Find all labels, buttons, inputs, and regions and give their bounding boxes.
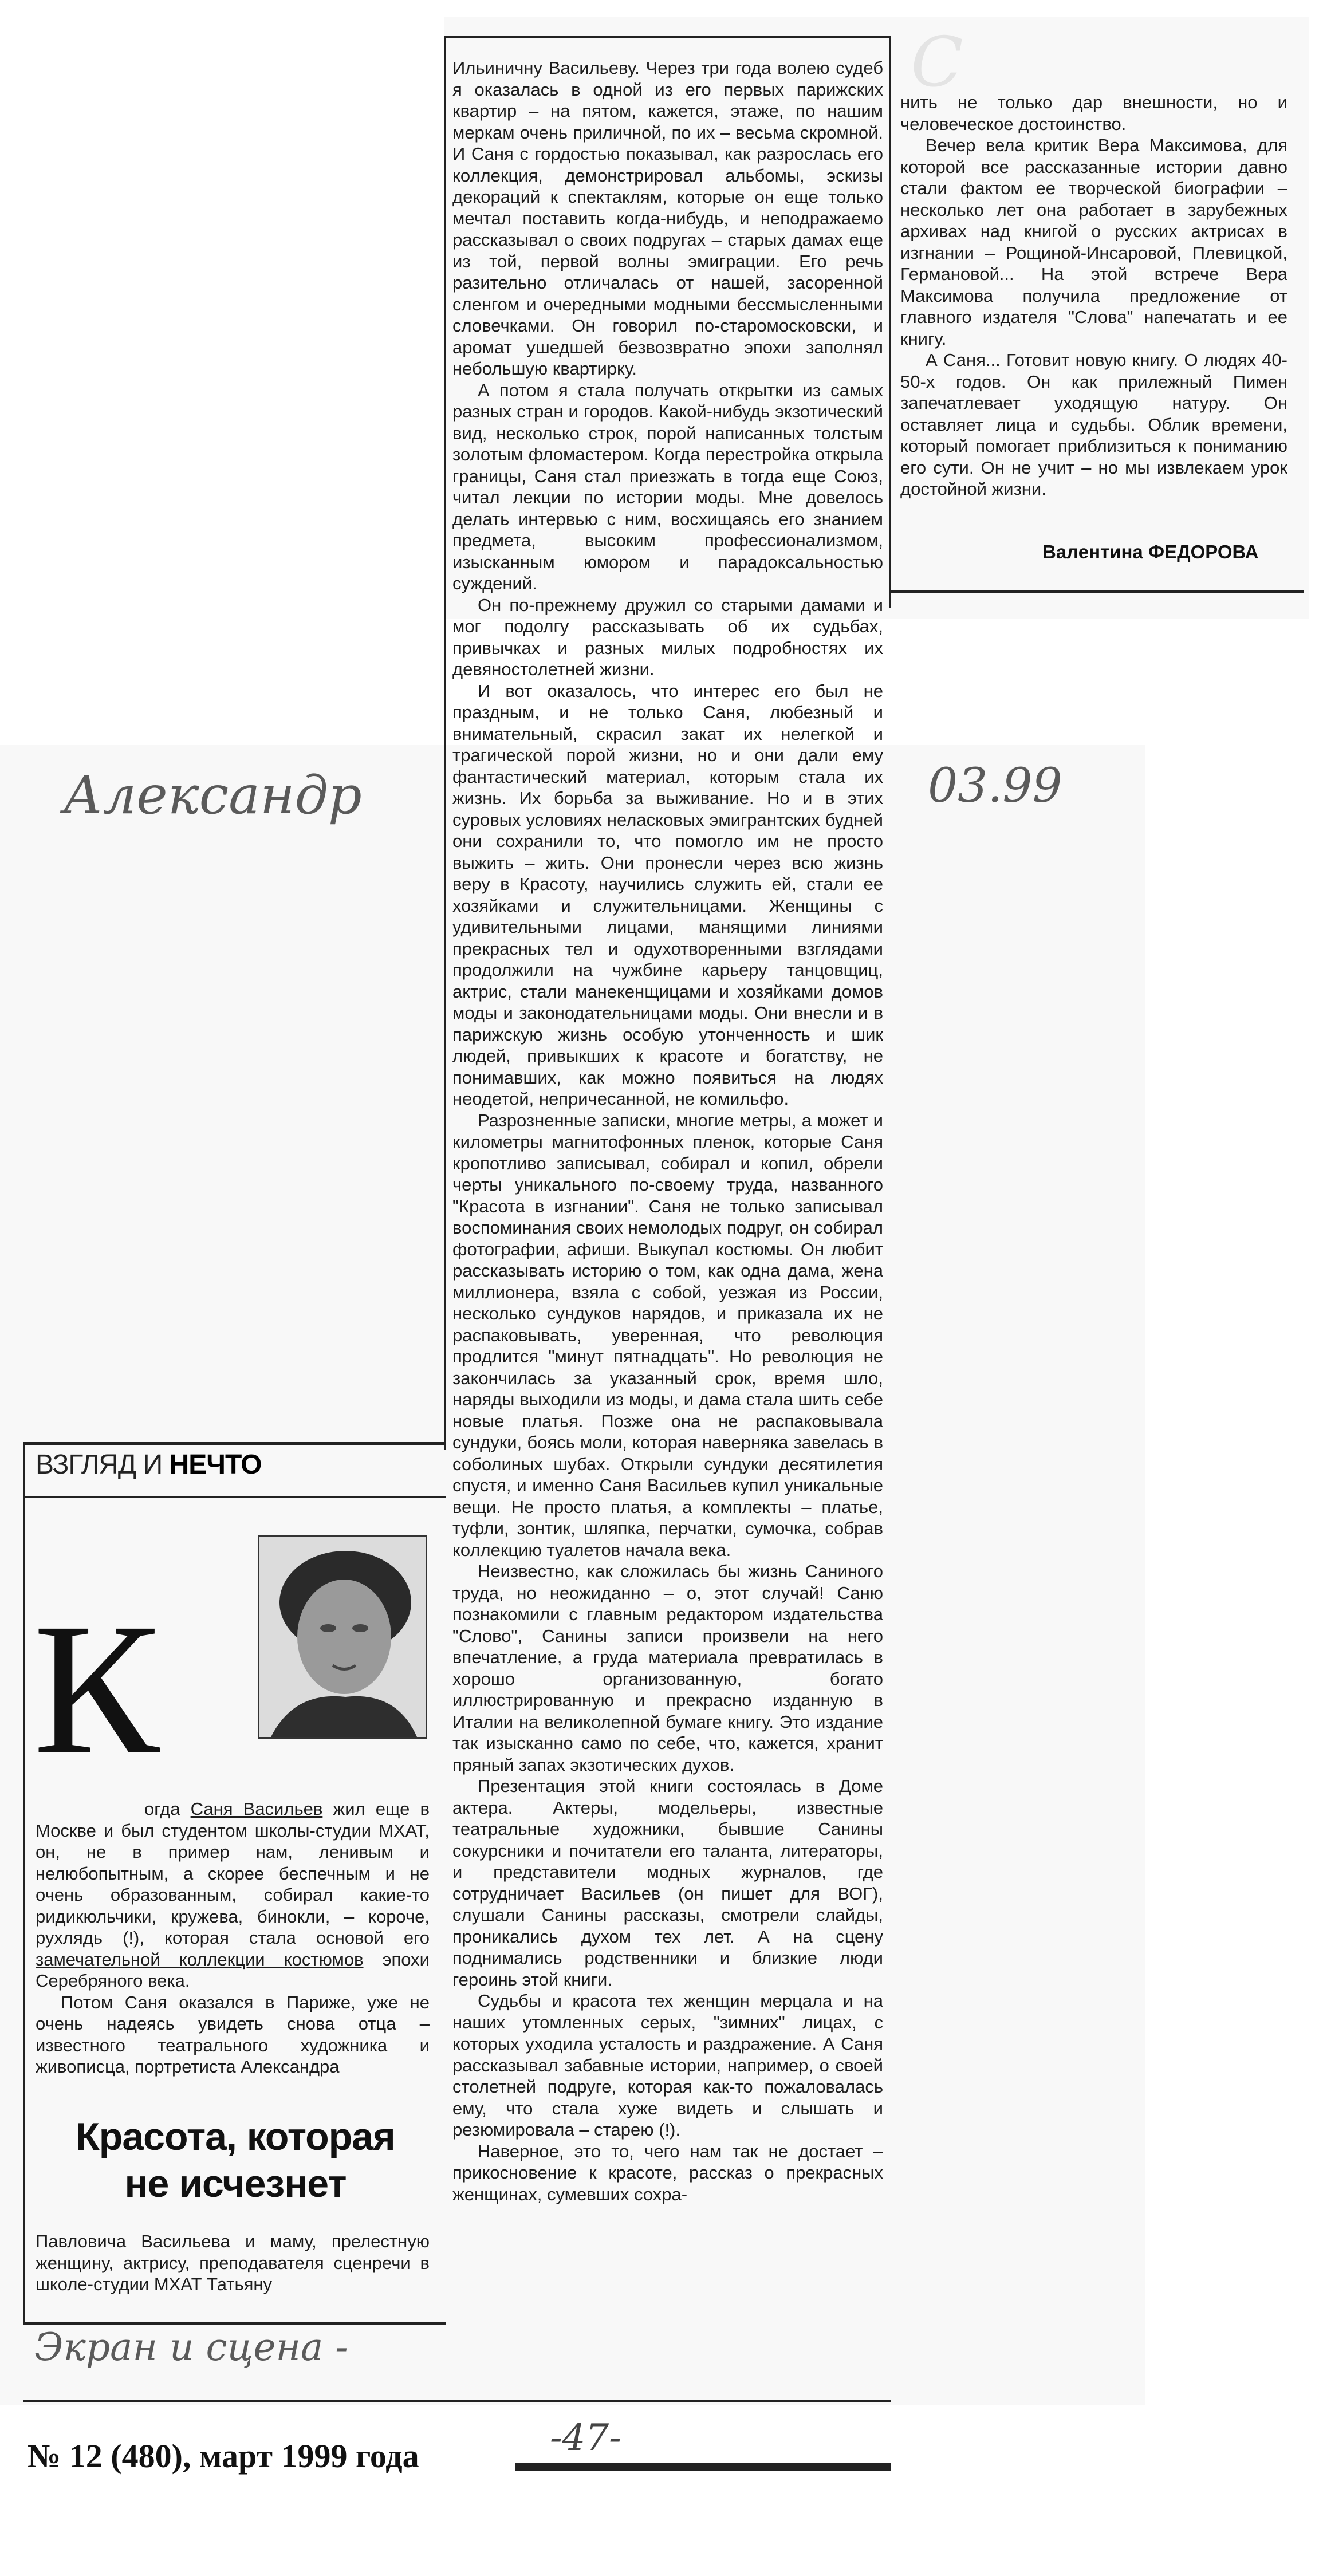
- right-paragraph-3: А Саня... Готовит новую книгу. О людях 40-50-х годов. Он как прилежный Пимен запечатлевает уходящую натуру. Он оставляет лица и судьбы. Облик времени, который помогает приблизиться к пониманию его сути. Он не учит – но мы извлекаем урок достойной жизни.: [900, 350, 1287, 499]
- handwritten-page-number: -47-: [550, 2417, 621, 2459]
- drop-cap: К: [33, 1585, 160, 1794]
- intro-post: эпохи Серебряного века.: [36, 1949, 430, 1991]
- article-title-line-2: не исчезнет: [124, 2162, 347, 2205]
- handwritten-name: Александр: [63, 765, 362, 826]
- intro-pre: огда: [144, 1799, 180, 1819]
- left-box-top-rule: [23, 1442, 446, 1445]
- issue-line: № 12 (480), март 1999 года: [27, 2437, 419, 2475]
- left-paragraph-3-block: [36, 2231, 430, 2317]
- left-paragraph-2: Потом Саня оказался в Париже, уже не очень надеясь увидеть снова отца – известного театрального художника и живописца, портретиста Александра: [36, 1992, 430, 2077]
- rubric-heading: [36, 1449, 261, 1480]
- mid-paragraph-8: Судьбы и красота тех женщин мерцала и на наших утомленных серых, "зимних" лицах, с которых уходила усталость и раздражение. А Саня рассказывал забавные истории, например, о своей столетней подруге, которая как-то пожаловалась ему, что стала хуже видеть и слышать и резюмировала – старею (!).: [452, 1991, 883, 2140]
- mid-paragraph-7: Презентация этой книги состоялась в Доме актера. Актеры, модельеры, известные театральные художники, бывшие Санины сокурсники и почитатели его таланта, литераторы, и представители модных журналов, где сотрудничает Васильев (он пишет для ВОГ), слушали Санины рассказы, смотрели слайды, проникались духом тех лет. А на сцену поднимались родственники и близкие люди героинь этой книги.: [452, 1776, 883, 1990]
- handwritten-date: 03.99: [928, 759, 1062, 813]
- article-title: [25, 2113, 446, 2207]
- mid-paragraph-6: Неизвестно, как сложилась бы жизнь Саниного труда, но неожиданно – о, этот случай! Саню познакомили с главным редактором издательства "Слово", Санины записи произвели на него впечатление, а груда материала превратилась в хорошо организованную, богато иллюстрированную и прекрасно изданную в Италии на великолепной бумаге книгу. Это издание так изысканно само по себе, что, кажется, хранит пряный запах экзотических духов.: [452, 1561, 883, 1775]
- mid-column-right-rule: [889, 36, 891, 608]
- intro-mid: жил еще в Москве и был студентом школы-студии МХАТ, он, не в пример нам, ленивым и нелюбопытным, а скорее беспечным и не очень образованным, собирал какие-то ридикюльчики, кружева, бинокли, – короче, рухлядь (!), которая стала основой его: [36, 1799, 430, 1948]
- mid-paragraph-4: И вот оказалось, что интерес его был не праздным, и не только Саня, любезный и внимательный, скрасил закат их нелегкой и трагической порой жизни, но и они дали ему фантастический материал, которым стала их жизнь. Их борьба за выживание. Но и в этих суровых условиях неласковых эмигрантских будней они сохранили то, что помогло им не просто выжить – жить. Они пронесли через всю жизнь веру в Красоту, научились служить ей, стали ее хозяйками и служительницами. Женщины с удивительными лицами, манящими линиями прекрасных тел и одухотворенными взглядами продолжили на чужбине карьеру танцовщиц, актрис, стали манекенщицами и хозяйками домов моды и законодательницами моды. Они внесли и в парижскую жизнь особую утонченность и шик людей, привыкших к красоте и богатству, не понимавших, как можно появиться на людях неодетой, непричесанной, не комильфо.: [452, 680, 883, 1109]
- mid-paragraph-5: Разрозненные записки, многие метры, а может и километры магнитофонных пленок, которые Саня кропотливо записывал, собирал и копил, обрели черты уникального по-своему труда, названного "Красота в изгнании". Саня не только записывал воспоминания своих немолодых подруг, он собирал фотографии, афиши. Выкупал костюмы. Он любит рассказывать историю о том, как одна дама, жена миллионера, взяла с собой, уезжая из России, несколько сундуков нарядов, и приказала их не распаковывать, уверенная, что революция продлится "минут пятнадцать". Но революция не закончилась за указанный срок, время шло, наряды выходили из моды, и дама стала шить себе новые платья. Позже она не распаковывала сундуки, боясь моли, которая наверняка завелась в соболиных шубах. Открыли сундуки десятилетия спустя, и именно Саня Васильев купил уникальные вещи. Не просто платья, а комплекты – платье, туфли, зонтик, шляпка, перчатки, сумочка, собрав коллекцию туалетов начала века.: [452, 1110, 883, 1560]
- footer-bottom-rule: [515, 2463, 891, 2471]
- right-column: [900, 92, 1287, 527]
- intro-name: Саня Васильев: [190, 1799, 323, 1819]
- footer-top-rule: [23, 2400, 891, 2402]
- intro-paragraph: [36, 1798, 430, 2090]
- author-photo: [258, 1535, 427, 1739]
- portrait-illustration: [259, 1537, 426, 1737]
- middle-column: [452, 57, 883, 2360]
- handwritten-source: Экран и сцена -: [34, 2325, 348, 2369]
- intro-collection: замечательной коллекции костюмов: [36, 1949, 364, 1970]
- rubric-part-2: НЕЧТО: [169, 1450, 262, 1480]
- faint-corner-mark: C: [911, 23, 963, 103]
- rubric-part-1: ВЗГЛЯД И: [36, 1450, 163, 1480]
- right-paragraph-2: Вечер вела критик Вера Максимова, для которой все рассказанные истории давно стали фактом ее творческой биографии – несколько лет она работает в зарубежных архивах над книгой о русских актрисах в изгнании – Рощиной-Инсаровой, Плевицкой, Гермaновой... На этой встрече Вера Максимова получила предложение от главного издателя "Слова" напечатать и ее книгу.: [900, 135, 1287, 349]
- right-column-bottom-rule: [889, 590, 1304, 593]
- mid-column-top-rule: [444, 36, 891, 38]
- left-paragraph-3: Павловича Васильева и маму, прелестную женщину, актрису, преподавателя сценречи в школе-студии МХАТ Татьяну: [36, 2231, 430, 2294]
- right-paragraph-1: нить не только дар внешности, но и человеческое достоинство.: [900, 92, 1287, 134]
- mid-paragraph-2: А потом я стала получать открытки из самых разных стран и городов. Какой-нибудь экзотический вид, несколько строк, порой написанных толстым золотым фломастером. Когда перестройка открыла границы, Саня стал приезжать в тогда еще Союз, читал лекции по истории моды. Мне довелось делать интервью с ним, восхищаясь его знанием предмета, высоким профессионализмом, изысканным юмором и парадоксальностью суждений.: [452, 380, 883, 593]
- article-title-line-1: Красота, которая: [76, 2115, 395, 2159]
- mid-paragraph-1: Ильиничну Васильеву. Через три года волею судеб я оказалась в одной из его первых парижских квартир – на пятом, кажется, этаже, по нашим меркам очень приличной, по их – весьма скромной. И Саня с гордостью показывал, как разрослась его коллекция, демонстрировал альбомы, эскизы декораций к спектаклям, которые он еще только мечтал поставить когда-нибудь, и неподражаемо рассказывал о своих подругах – старых дамах еще из той, первой волны эмиграции. Его речь разительно отличалась от нашей, засоренной сленгом и очередными модными бессмысленными словечками. Он говорил по-старомосковски, и аромат ушедшей безвозвратно эпохи заполнял небольшую квартирку.: [452, 58, 883, 379]
- mid-paragraph-9: Наверное, это то, чего нам так не достает – прикосновение к красоте, рассказ о прекрасных женщинах, сумевших сохра-: [452, 2141, 883, 2204]
- rubric-underline: [25, 1496, 446, 1498]
- author-signature: Валентина ФЕДОРОВА: [1042, 541, 1259, 562]
- mid-column-left-rule: [444, 36, 446, 1450]
- mid-paragraph-3: Он по-прежнему дружил со старыми дамами и мог подолгу рассказывать об их судьбах, привычках и разных милых подробностях их девяностолетней жизни.: [452, 594, 883, 679]
- left-box-bottom-rule: [23, 2322, 446, 2325]
